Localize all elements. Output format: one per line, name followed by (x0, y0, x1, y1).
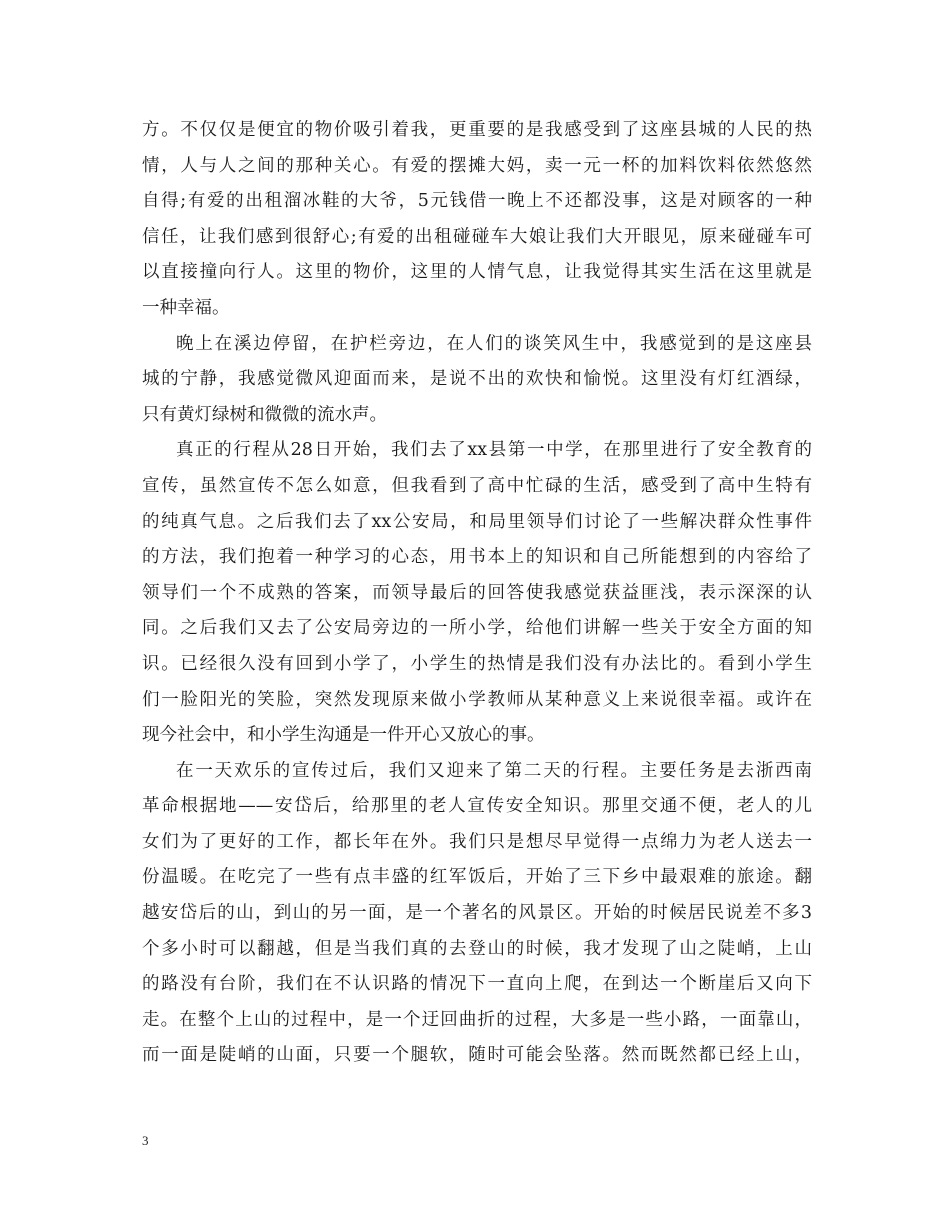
text-line: 现今社会中，和小学生沟通是一件开心又放心的事。 (142, 725, 545, 746)
text-line: 宣传，虽然宣传不怎么如意，但我看到了高中忙碌的生活，感受到了高中生特有 (142, 475, 812, 496)
text-line: 识。已经很久没有回到小学了，小学生的热情是我们没有办法比的。看到小学生 (142, 653, 812, 674)
text-line: 城的宁静，我感觉微风迎面而来，是说不出的欢快和愉悦。这里没有灯红酒绿， (142, 369, 812, 390)
text-line: 走。在整个上山的过程中，是一个迂回曲折的过程，大多是一些小路，一面靠山， (142, 1009, 812, 1030)
body-text (142, 113, 812, 1074)
text-line: 在一天欢乐的宣传过后，我们又迎来了第二天的行程。主要任务是去浙西南 (176, 760, 812, 781)
text-line: 真正的行程从28日开始，我们去了xx县第一中学，在那里进行了安全教育的 (176, 440, 812, 461)
text-line: 们一脸阳光的笑脸，突然发现原来做小学教师从某种意义上来说很幸福。或许在 (142, 689, 812, 710)
text-line: 情，人与人之间的那种关心。有爱的摆摊大妈，卖一元一杯的加料饮料依然悠然 (142, 155, 812, 176)
text-line: 以直接撞向行人。这里的物价，这里的人情气息，让我觉得其实生活在这里就是 (142, 262, 812, 283)
text-line: 的方法，我们抱着一种学习的心态，用书本上的知识和自己所能想到的内容给了 (142, 547, 812, 568)
text-line: 而一面是陡峭的山面，只要一个腿软，随时可能会坠落。然而既然都已经上山， (142, 1045, 812, 1066)
text-line: 越安岱后的山，到山的另一面，是一个著名的风景区。开始的时候居民说差不多3 (142, 903, 812, 924)
page-number: 3 (142, 1133, 149, 1148)
text-line: 份温暖。在吃完了一些有点丰盛的红军饭后，开始了三下乡中最艰难的旅途。翻 (142, 867, 812, 888)
text-line: 信任，让我们感到很舒心;有爱的出租碰碰车大娘让我们大开眼见，原来碰碰车可 (142, 226, 812, 247)
text-line: 个多小时可以翻越，但是当我们真的去登山的时候，我才发现了山之陡峭，上山 (142, 938, 812, 959)
text-line: 领导们一个不成熟的答案，而领导最后的回答使我感觉获益匪浅，表示深深的认 (142, 582, 812, 603)
text-line: 的路没有台阶，我们在不认识路的情况下一直向上爬，在到达一个断崖后又向下 (142, 974, 812, 995)
text-line: 同。之后我们又去了公安局旁边的一所小学，给他们讲解一些关于安全方面的知 (142, 618, 812, 639)
text-line: 方。不仅仅是便宜的物价吸引着我，更重要的是我感受到了这座县城的人民的热 (142, 120, 812, 140)
text-line: 晚上在溪边停留，在护栏旁边，在人们的谈笑风生中，我感觉到的是这座县 (176, 333, 812, 354)
text-line: 一种幸福。 (142, 297, 230, 318)
text-line: 女们为了更好的工作，都长年在外。我们只是想尽早觉得一点绵力为老人送去一 (142, 831, 812, 852)
text-line: 只有黄灯绿树和微微的流水声。 (142, 404, 387, 425)
text-line: 革命根据地——安岱后，给那里的老人宣传安全知识。那里交通不便，老人的儿 (142, 796, 812, 817)
text-line: 的纯真气息。之后我们去了xx公安局，和局里领导们讨论了一些解决群众性事件 (142, 511, 812, 532)
text-line: 自得;有爱的出租溜冰鞋的大爷，5元钱借一晚上不还都没事，这是对顾客的一种 (142, 191, 812, 212)
